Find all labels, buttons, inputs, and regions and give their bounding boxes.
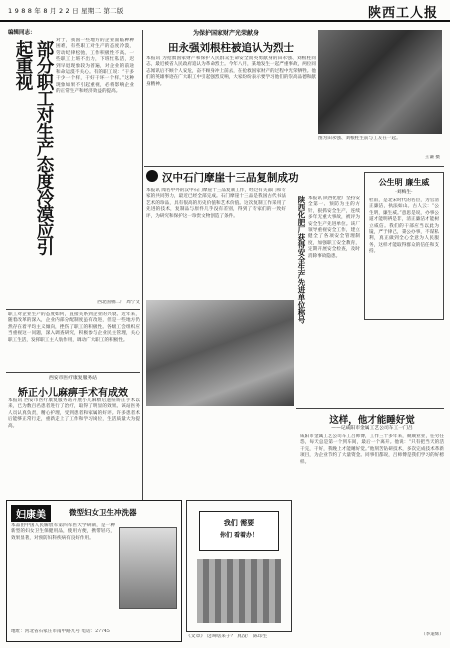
vertical-story-body: 本报讯 陕西化肥厂坚持安全第一、预防为主的方针，狠抓安全生产，连续多年无重大事故，被评为安全生产先进单位。该厂领导重视安全工作，建立健全了各项安全管理制度，加强职工安全教育，定期开展安全检查，及时消除事故隐患。: [308, 196, 360, 259]
top-story-photo-credit: 王谦 摄: [424, 155, 440, 160]
ad-body: 本品由中国人民解放军第四军医大学研制，是一种新型的妇女卫生保健用品，使用方便，携带轻巧，效果显著，对预防妇科疾病有良好作用。: [11, 523, 115, 541]
vertical-story-headline: 陕西化肥厂获得安全生产先进单位称号: [297, 196, 306, 324]
ad-brand: 妇康美: [11, 505, 51, 522]
cartoon-sign: [199, 511, 279, 551]
center-story-headline: 汉中石门摩崖十三品复制成功: [162, 172, 299, 184]
right-story-credit: （李道辉）: [421, 632, 444, 637]
top-story-kicker: 为保护国家财产光荣献身: [192, 30, 259, 37]
letter-block: [8, 30, 128, 37]
cartoon-sign-text-2: 你们 看着办！: [219, 532, 259, 539]
cartoon-frame: [186, 500, 292, 632]
section-kicker: 西安市医疗康复服务站: [49, 376, 97, 381]
cartoon-caption: 《文章》 这叫啥来子？ 真没！ 陈印生: [186, 634, 268, 639]
top-story-photo-caption: 图为田永强、刘根柱生前与工友在一起。: [318, 136, 401, 141]
right-story-body: 咸阳市金属工艺公司车工吕师傅，工作三十多年来，兢兢业业，任劳任怨，每天总是第一个到车间，最后一个离开。他说：“只有把当天的活干完，干好，我晚上才能睡好觉。”他刻苦钻研技术，多次完成技术革新项目，为企业节约了大量资金。同事们都说，吕师傅是我们学习的好榜样。: [300, 434, 444, 465]
center-story-bullet-icon: [146, 170, 158, 182]
right-story-headline: 这样，他才能睡好觉: [329, 415, 415, 426]
top-story-headline: 田永强刘根柱被追认为烈士: [168, 42, 294, 54]
top-story-photo: [318, 30, 442, 134]
letter-body: 对于，我国一些地方的企业面临种种困难，有些职工对生产的态度冷漠，劳动纪律松弛，工作积极性不高。一些职工上班不出力，下班忙私活，迟到早退现象较为普遍，对企业的前途和命运漠不关心。有的职工说：“干多干少一个样，干好干坏一个样。”这种现象如果不引起重视，必将影响企业的正常生产和经济效益的提高。: [56, 38, 134, 95]
commentary-box: [364, 172, 444, 320]
ad-product: 微型妇女卫生冲洗器: [69, 508, 137, 517]
product-image: [119, 527, 177, 609]
commentary-title: 公生明 廉生威: [378, 177, 430, 187]
letter-kicker: 编辑同志：: [8, 30, 36, 36]
commentary-body: 杜甫，是北宋时代的名臣，为官清正廉洁，执法如山。古人云：“公生明，廉生威。”意思是说，办事公道才能明辨是非，清正廉洁才能树立威信。我们的干部应当以此为镜，严于律己，秉公办事，不谋私利，真正做到全心全意为人民服务，这样才能取得群众的信任和支持。: [369, 198, 439, 255]
section-headline: 矫正小儿麻痹手术有成效: [18, 388, 128, 399]
top-story-body: 本报讯 为抢救国家财产和保护人民群众生命安全而英勇献身的田永强、刘根柱同志，最近被省人民政府追认为革命烈士。今年八月，某地发生一起严重事故，两位同志闻讯后不顾个人安危，奋不顾身冲上前去，在抢救国家财产的过程中光荣牺牲。他们的英雄事迹在广大职工中引起强烈反响，大家纷纷表示要学习他们的崇高品德和献身精神。: [146, 56, 316, 87]
center-story-body: 本报讯 闻名中外的汉中石门摩崖十三品复制工作，经过有关部门和专家的共同努力，最近已经全部完成。石门摩崖十三品是我国古代书法艺术的珍品，具有很高的历史价值和艺术价值。这次复制工作采用了先进的技术，复制品与原件几乎没有差别，得到了专家们的一致好评，为研究和保护这一珍贵文物创造了条件。: [146, 188, 286, 219]
newspaper-logo: 陕西工人报: [367, 6, 438, 21]
issue-date: 1 9 8 8 年 8 月 2 2 日 星期二 第二版: [8, 7, 124, 15]
editor-note-body: 职工对企业生产的态度如何，直接关系到企业的兴衰。近年来，随着改革的深入，企业内部分配制度虽有改进，但是一些地方仍然存在着平均主义倾向，挫伤了职工的积极性。各级工会组织应当重视这一问题，深入调查研究，积极参与企业民主管理，关心职工生活，发挥职工主人翁作用，调动广大职工的积极性。: [8, 312, 140, 343]
ad-footer: 地址：河北省石家庄市南中路九号 电话：27745: [11, 629, 110, 634]
right-story-kicker: ——记咸阳市金属工艺公司车工一门吕: [331, 426, 413, 431]
letter-signature: 西北国棉二厂 周宁文: [97, 300, 140, 305]
cartoon-sign-text: 我们 需要: [223, 518, 255, 527]
ad-box: [6, 500, 182, 642]
cartoon-drawing: [197, 559, 281, 623]
letter-headline: 部分职工对生产态度冷漠应引起重视: [13, 40, 54, 255]
section-body: 本报讯 西安市医疗康复服务站开展小儿麻痹后遗症矫正手术以来，已为数百名患者进行了治疗，取得了明显的效果。该站医务人员认真负责，精心护理，受到患者和家属的好评。许多患者术后能够正常行走，重新走上了工作和学习岗位，生活质量大为提高。: [8, 398, 140, 429]
commentary-byline: ·刘梅生·: [395, 190, 413, 195]
center-story-photo: [146, 300, 294, 406]
masthead: [0, 0, 450, 22]
